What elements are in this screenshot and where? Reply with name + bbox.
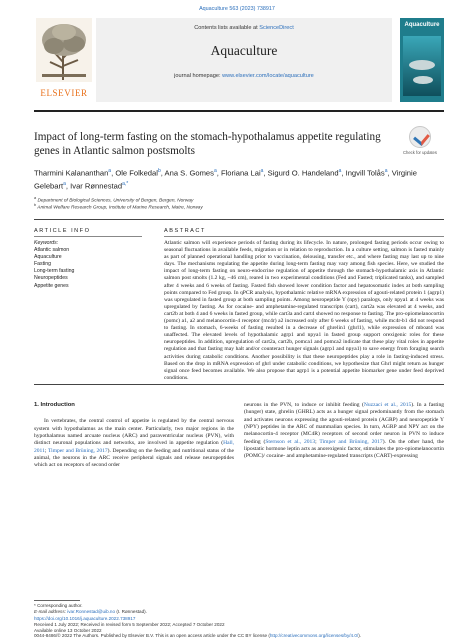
received-dates: Received 1 July 2022; Received in revised form 5 September 2022; Accepted 7 October 2022	[34, 621, 225, 627]
email-name: (I. Rønnestad).	[116, 609, 147, 614]
author-name[interactable]: Virginie Gelebart	[34, 168, 417, 191]
email-label: E-mail address:	[34, 609, 66, 614]
homepage-line	[96, 73, 392, 79]
keyword-item: Aquaculture	[34, 254, 62, 261]
author-separator: ,	[387, 168, 392, 178]
introduction-heading: 1. Introduction	[34, 402, 75, 408]
body-column-left	[34, 402, 234, 470]
journal-masthead	[34, 18, 444, 104]
text-run: ). Depending on the feeding and nutritional status of the animal, the neurons in the ARC receive peripheral signals and release neuropeptides which act on receptors of second order	[34, 447, 234, 469]
affiliation-marker: a	[34, 196, 37, 200]
masthead-rule	[34, 110, 444, 112]
elsevier-tree-icon	[36, 18, 92, 82]
email-link[interactable]: ivar.Ronnestad@uib.no	[67, 609, 116, 614]
footnotes	[34, 603, 444, 615]
article-info-heading: ARTICLE INFO	[34, 228, 91, 234]
body-column-right	[244, 402, 444, 461]
author-separator: ,	[111, 168, 116, 178]
affiliation-text: Department of Biological Sciences, University of Bergen, Bergen, Norway	[37, 198, 194, 204]
author-name[interactable]: Ana S. Gomes	[164, 168, 214, 178]
text-run: ).	[358, 633, 362, 639]
elsevier-logo[interactable]	[34, 18, 94, 102]
fish-icon	[409, 60, 435, 70]
masthead-info-box	[96, 18, 392, 102]
email-note	[34, 609, 444, 615]
footnote-rule	[34, 600, 80, 601]
article-meta	[34, 616, 444, 639]
journal-title: Aquaculture	[210, 43, 278, 58]
publisher-name: ELSEVIER	[40, 88, 88, 98]
check-updates-label: Check for updates	[403, 150, 437, 155]
affiliation-b	[34, 203, 444, 211]
author-affiliation-marker[interactable]: a	[108, 168, 112, 174]
check-for-updates-button[interactable]	[400, 126, 440, 155]
abstract-rule	[164, 236, 444, 237]
citation-link[interactable]: Timper and Brüning, 2017	[319, 438, 383, 445]
text-run: neurons in the PVN, to induce or inhibit feeding (	[244, 402, 364, 408]
keyword-item: Appetite genes	[34, 282, 69, 289]
abstract-paragraph: Atlantic salmon will experience periods of fasting during its lifecycle. In nature, prolonged fasting periods occur owing to seasonal fluctuations in available feeds, migration or in relation to reproduction. In a culture setting, salmon is fasted mainly as part of planned operational handling prior to vaccination, delousing, transfer etc., and where fasting may last up to nine days. The mechanisms regulating the appetite during long-term fasting may vary among fish species. Here, we studied the impact of long-term fasting on neuro-endocrine regulation of appetite through the stomach-hypothalamic axis in Atlantic salmon post smolts (1.2 kg, ~46 cm), reared in two experimental conditions (Fed and Fasted; triplicated tanks), and sampled after 4 weeks and 6 weeks of fasting. Fasted fish showed lower condition factor and hepatosomatic index at both sampling points compared to Fed group. In qPCR analysis, hypothalamic relative mRNA expression of agouti-related protein 1 (agrp1) was upregulated in fasted group at both sampling points. Among neuropeptide Y (npy) paralogs, only npya1 at 4 weeks was upregulated by fasting. As for cocaine- and amphetamine-regulated transcripts (cart), cart2a was elevated at 4 weeks, and cart2b at both 4 and 6 weeks in fasted group, while cart3a and cart4 showed no response to fasting. The pro-opiomelanocortin (pomc) a1, a2 and melanocortin-4 receptor (mc4r) a2 increased only after 6 weeks of fasting, while mc4r-b1 did not respond to fasting. In stomach, 6-weeks of fasting resulted in a decrease of ghrelin1 (ghrl1), while expression of mboat4 was unaffected. The elevated levels of hypothalamic agrp1 and npya1 in fasted group support orexigenic roles for these neuropeptides. In addition, upregulation of cart2a, cart2b, pomca1 and pomca2 indicate that these play vital roles in appetite regulation and that fasting may halt and/or counteract hunger signals (agrp1 and npya1) to save energy from foraging search activities during catabolic conditions. Another possibility is that these neuropeptides play a role in fasting-induced stress. Based on the drop in mRNA expression of ghrl under catabolic conditions, we hypothesize that Ghrl might return as hunger signal once feed becomes available. We also propose that agrp1 is a potential appetite biomarker gene under feed deprived conditions.	[164, 240, 444, 381]
author-affiliation-marker[interactable]: a	[213, 168, 217, 174]
abstract-body	[164, 240, 444, 382]
author-separator: ,	[216, 168, 221, 178]
author-name[interactable]: Ole Folkedal	[115, 168, 158, 178]
author-separator: ,	[263, 168, 268, 178]
author-affiliation-marker[interactable]: a	[338, 168, 342, 174]
text-run: 0044-8486/© 2022 The Authors. Published by Elsevier B.V. This is an open access article under the CC BY license (	[34, 633, 270, 639]
author-affiliation-marker[interactable]: a	[63, 180, 66, 187]
license-link[interactable]: http://creativecommons.org/licenses/by/4.0/	[269, 633, 359, 639]
keywords-list	[34, 240, 142, 290]
keyword-item: Fasting	[34, 261, 52, 268]
citation-link[interactable]: Hall, 2011	[34, 440, 234, 454]
article-info-rule	[34, 236, 142, 237]
affiliation-text: Animal Welfare Research Group, Institute of Marine Research, Matre, Norway	[37, 205, 203, 211]
text-run: ). On the other hand, the lipostatic hormone leptin acts as anorexigenic factor, stimulates the pro-opiomelanocortin (POMC)/ cocaine- and amphetamine-regulated transcripts (CART)-expressing	[244, 438, 444, 460]
intro-paragraph-left	[34, 418, 234, 469]
homepage-prefix: journal homepage:	[174, 73, 221, 79]
cover-image	[403, 36, 441, 96]
abstract-heading: ABSTRACT	[164, 228, 206, 234]
author-separator: ,	[65, 181, 71, 191]
doi-link[interactable]: https://doi.org/10.1016/j.aquaculture.2022.738917	[34, 616, 136, 621]
author-list	[34, 166, 444, 191]
keyword-item: Neuropeptides	[34, 275, 68, 282]
available-online: Available online 13 October 2022	[34, 627, 102, 633]
article-title: Impact of long-term fasting on the stomach-hypothalamus appetite regulating genes in Atlantic salmon postsmolts	[34, 131, 381, 157]
contents-line	[96, 25, 392, 31]
citation-link[interactable]: Nuzzaci et al., 2015	[363, 402, 412, 408]
keyword-item: Atlantic salmon	[34, 247, 70, 254]
author-affiliation-marker[interactable]: a	[260, 168, 264, 174]
text-run: ). In a fasting (hunger) state, ghrelin (GHRL) acts as a hunger signal predominantly from the stomach and activates neurons expressing the agouti-related protein (AGRP) and neuropeptide Y (NPY) peptides in the ARC of mammalian species. In turn, AGRP and NPY act on the melanocortin-4 receptor (MC4R) receptors of second order neuron in PVN to induce feeding (	[244, 402, 445, 445]
contents-prefix: Contents lists available at	[194, 25, 258, 31]
cover-title: Aquaculture	[404, 22, 440, 28]
text-run: ;	[315, 438, 320, 445]
journal-homepage-link[interactable]: www.elsevier.com/locate/aquaculture	[222, 73, 314, 79]
sciencedirect-link[interactable]: ScienceDirect	[259, 25, 294, 31]
intro-paragraph-right	[244, 402, 444, 461]
author-separator: ,	[160, 168, 165, 178]
citation-link[interactable]: Timper and Brüning, 2017	[47, 447, 108, 454]
author-name[interactable]: Tharmini Kalananthan	[34, 168, 109, 178]
keyword-item: Long-term fasting	[34, 268, 75, 275]
author-separator: ,	[341, 168, 346, 178]
affiliation-marker: b	[34, 203, 37, 207]
author-affiliation-marker[interactable]: a,*	[122, 180, 129, 187]
check-updates-icon	[409, 126, 431, 148]
author-name[interactable]: Ingvill Tolås	[345, 168, 385, 178]
author-name[interactable]: Sigurd O. Handeland	[267, 168, 339, 178]
keywords-label: Keywords:	[34, 240, 59, 246]
author-name[interactable]: Floriana Lai	[220, 168, 261, 178]
section-rule	[34, 219, 444, 220]
journal-citation[interactable]: Aquaculture 563 (2023) 738917	[199, 6, 275, 12]
text-run: In vertebrates, the central control of appetite is regulated by the central nervous system with hypothalamus as the main center. Particularly, two major regions in the hypothalamus named arcuate nucleus (ARC) and paraventricular nucleus (PVN), with distinct neuronal populations and networks, are involved in appetite regulation (	[34, 418, 234, 447]
citation-link[interactable]: Sternson et al., 2013	[265, 438, 316, 445]
journal-cover-thumbnail[interactable]	[400, 18, 444, 102]
text-run: ;	[44, 447, 48, 454]
author-affiliation-marker[interactable]: a	[384, 168, 388, 174]
author-affiliation-marker[interactable]: b	[157, 168, 161, 174]
author-name[interactable]: Ivar Rønnestad	[70, 181, 123, 191]
fish-icon	[413, 76, 433, 84]
corresponding-author-note: * Corresponding author.	[34, 603, 83, 608]
license-note	[34, 633, 444, 639]
abstract-end-rule	[34, 384, 444, 385]
